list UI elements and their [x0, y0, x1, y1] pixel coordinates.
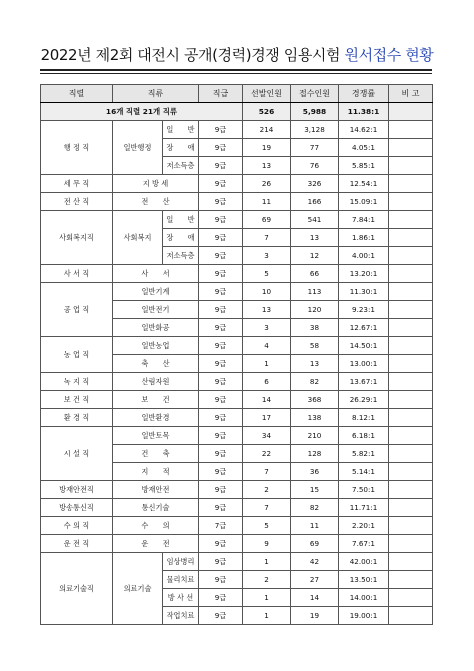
cell-grade: 9급: [199, 445, 243, 463]
cell-jeopsu: 77: [291, 139, 339, 157]
cell-jeopsu: 541: [291, 211, 339, 229]
table-row: [41, 265, 433, 283]
applications-table: [40, 84, 433, 625]
cell-ratio: 19.00:1: [339, 607, 389, 625]
cell-bigo: [389, 157, 433, 175]
header-jikryeol: 직렬: [41, 85, 113, 103]
cell-grade: 9급: [199, 391, 243, 409]
cell-grade: 7급: [199, 517, 243, 535]
table-row: [41, 427, 433, 445]
cell-sub: 일 반: [163, 121, 199, 139]
cell-ratio: 13.00:1: [339, 355, 389, 373]
cell-ratio: 5.82:1: [339, 445, 389, 463]
cell-jeopsu: 36: [291, 463, 339, 481]
cell-seonbal: 34: [243, 427, 291, 445]
header-bigo: 비 고: [389, 85, 433, 103]
cell-seonbal: 5: [243, 265, 291, 283]
cell-bigo: [389, 337, 433, 355]
cell-seonbal: 1: [243, 607, 291, 625]
cell-jikryeol: 방송통신직: [41, 499, 113, 517]
cell-bigo: [389, 589, 433, 607]
cell-seonbal: 1: [243, 589, 291, 607]
cell-jeopsu: 66: [291, 265, 339, 283]
cell-jikryu: 보 건: [113, 391, 199, 409]
cell-sub: 장 애: [163, 139, 199, 157]
cell-sub: 물리치료: [163, 571, 199, 589]
cell-ratio: 5.14:1: [339, 463, 389, 481]
cell-bigo: [389, 427, 433, 445]
cell-ratio: 7.84:1: [339, 211, 389, 229]
cell-ratio: 9.23:1: [339, 301, 389, 319]
cell-jeopsu: 368: [291, 391, 339, 409]
cell-jikryu: 일반화공: [113, 319, 199, 337]
cell-bigo: [389, 499, 433, 517]
cell-seonbal: 3: [243, 247, 291, 265]
cell-grade: 9급: [199, 427, 243, 445]
cell-jikryeol: 행 정 직: [41, 121, 113, 175]
cell-jikryeol: 시 설 직: [41, 427, 113, 481]
cell-bigo: [389, 373, 433, 391]
cell-seonbal: 214: [243, 121, 291, 139]
cell-grade: 9급: [199, 247, 243, 265]
cell-jikryu: 일반환경: [113, 409, 199, 427]
cell-bigo: [389, 463, 433, 481]
cell-jikryeol: 수 의 직: [41, 517, 113, 535]
cell-grade: 9급: [199, 319, 243, 337]
cell-jeopsu: 69: [291, 535, 339, 553]
cell-sub: 저소득층: [163, 247, 199, 265]
cell-ratio: 5.85:1: [339, 157, 389, 175]
cell-seonbal: 26: [243, 175, 291, 193]
cell-jeopsu: 166: [291, 193, 339, 211]
cell-grade: 9급: [199, 211, 243, 229]
cell-bigo: [389, 283, 433, 301]
cell-ratio: 2.20:1: [339, 517, 389, 535]
cell-bigo: [389, 247, 433, 265]
cell-seonbal: 7: [243, 463, 291, 481]
cell-seonbal: 13: [243, 301, 291, 319]
cell-seonbal: 7: [243, 499, 291, 517]
cell-jikryeol: 농 업 직: [41, 337, 113, 373]
cell-jikryeol: 환 경 직: [41, 409, 113, 427]
cell-grade: 9급: [199, 265, 243, 283]
cell-bigo: [389, 445, 433, 463]
title-underline-thin: [40, 73, 432, 74]
cell-jeopsu: 210: [291, 427, 339, 445]
table-body: [41, 103, 433, 625]
table-row: [41, 373, 433, 391]
cell-jikryeol: 사회복지직: [41, 211, 113, 265]
cell-grade: 9급: [199, 571, 243, 589]
cell-grade: 9급: [199, 355, 243, 373]
total-jeopsu: 5,988: [291, 103, 339, 121]
cell-jeopsu: 58: [291, 337, 339, 355]
cell-grade: 9급: [199, 409, 243, 427]
cell-bigo: [389, 517, 433, 535]
cell-bigo: [389, 175, 433, 193]
cell-bigo: [389, 607, 433, 625]
cell-bigo: [389, 481, 433, 499]
cell-grade: 9급: [199, 481, 243, 499]
cell-seonbal: 3: [243, 319, 291, 337]
cell-ratio: 1.86:1: [339, 229, 389, 247]
cell-ratio: 26.29:1: [339, 391, 389, 409]
table-row: [41, 409, 433, 427]
cell-ratio: 15.09:1: [339, 193, 389, 211]
cell-grade: 9급: [199, 301, 243, 319]
cell-sub: 장 애: [163, 229, 199, 247]
cell-ratio: 7.50:1: [339, 481, 389, 499]
cell-seonbal: 7: [243, 229, 291, 247]
cell-ratio: 8.12:1: [339, 409, 389, 427]
cell-grade: 9급: [199, 283, 243, 301]
cell-sub: 방 사 선: [163, 589, 199, 607]
cell-jikryeol: 공 업 직: [41, 283, 113, 337]
cell-bigo: [389, 139, 433, 157]
total-ratio: 11.38:1: [339, 103, 389, 121]
cell-seonbal: 19: [243, 139, 291, 157]
title-highlight: 원서접수 현황: [344, 46, 434, 64]
cell-jikryu: 운 전: [113, 535, 199, 553]
cell-seonbal: 17: [243, 409, 291, 427]
cell-jeopsu: 13: [291, 229, 339, 247]
table-row: [41, 553, 433, 571]
cell-jeopsu: 326: [291, 175, 339, 193]
table-header-row: [41, 85, 433, 103]
cell-jikryu: 일반기계: [113, 283, 199, 301]
cell-grade: 9급: [199, 373, 243, 391]
cell-grade: 9급: [199, 553, 243, 571]
cell-seonbal: 69: [243, 211, 291, 229]
cell-jikryeol: 의료기술직: [41, 553, 113, 625]
cell-seonbal: 10: [243, 283, 291, 301]
cell-ratio: 13.67:1: [339, 373, 389, 391]
cell-ratio: 6.18:1: [339, 427, 389, 445]
cell-jeopsu: 82: [291, 499, 339, 517]
cell-ratio: 14.62:1: [339, 121, 389, 139]
cell-grade: 9급: [199, 589, 243, 607]
table-row: [41, 283, 433, 301]
cell-sub: 임상병리: [163, 553, 199, 571]
cell-jeopsu: 12: [291, 247, 339, 265]
cell-jikryu: 일반토목: [113, 427, 199, 445]
cell-jeopsu: 11: [291, 517, 339, 535]
table-row: [41, 481, 433, 499]
cell-bigo: [389, 319, 433, 337]
cell-bigo: [389, 355, 433, 373]
cell-grade: 9급: [199, 121, 243, 139]
cell-seonbal: 9: [243, 535, 291, 553]
cell-bigo: [389, 409, 433, 427]
cell-jikryu: 사 서: [113, 265, 199, 283]
cell-grade: 9급: [199, 463, 243, 481]
cell-ratio: 42.00:1: [339, 553, 389, 571]
cell-ratio: 14.50:1: [339, 337, 389, 355]
cell-ratio: 11.71:1: [339, 499, 389, 517]
cell-bigo: [389, 571, 433, 589]
cell-jikryeol: 세 무 직: [41, 175, 113, 193]
cell-seonbal: 13: [243, 157, 291, 175]
cell-ratio: 14.00:1: [339, 589, 389, 607]
cell-bigo: [389, 229, 433, 247]
cell-jeopsu: 42: [291, 553, 339, 571]
total-row: [41, 103, 433, 121]
total-seonbal: 526: [243, 103, 291, 121]
cell-seonbal: 4: [243, 337, 291, 355]
cell-seonbal: 1: [243, 553, 291, 571]
cell-jikryeol: 전 산 직: [41, 193, 113, 211]
cell-grade: 9급: [199, 139, 243, 157]
cell-jikryeol: 녹 지 직: [41, 373, 113, 391]
cell-jikryu: 지 적: [113, 463, 199, 481]
cell-jikryu: 일반전기: [113, 301, 199, 319]
cell-ratio: 12.67:1: [339, 319, 389, 337]
cell-jikryeol: 방재안전직: [41, 481, 113, 499]
header-ratio: 경쟁률: [339, 85, 389, 103]
cell-grade: 9급: [199, 193, 243, 211]
cell-bigo: [389, 211, 433, 229]
cell-grade: 9급: [199, 499, 243, 517]
cell-jikryeol: 보 건 직: [41, 391, 113, 409]
cell-jikryu: 방재안전: [113, 481, 199, 499]
cell-jikryu: 수 의: [113, 517, 199, 535]
cell-bigo: [389, 553, 433, 571]
cell-jikryu: 건 축: [113, 445, 199, 463]
cell-seonbal: 11: [243, 193, 291, 211]
cell-bigo: [389, 193, 433, 211]
cell-ratio: 13.50:1: [339, 571, 389, 589]
header-jeopsu: 접수인원: [291, 85, 339, 103]
cell-bigo: [389, 301, 433, 319]
table-row: [41, 175, 433, 193]
cell-seonbal: 2: [243, 481, 291, 499]
cell-sub: 일 반: [163, 211, 199, 229]
cell-jikryu: 산림자원: [113, 373, 199, 391]
cell-seonbal: 14: [243, 391, 291, 409]
table-row: [41, 193, 433, 211]
cell-grade: 9급: [199, 337, 243, 355]
cell-jikryeol: 운 전 직: [41, 535, 113, 553]
cell-jikryu: 의료기술: [113, 553, 163, 625]
cell-jikryu: 사회복지: [113, 211, 163, 265]
cell-bigo: [389, 391, 433, 409]
header-jikryu: 직류: [113, 85, 199, 103]
cell-grade: 9급: [199, 607, 243, 625]
cell-ratio: 4.05:1: [339, 139, 389, 157]
cell-grade: 9급: [199, 535, 243, 553]
cell-jeopsu: 113: [291, 283, 339, 301]
table-row: [41, 211, 433, 229]
cell-jeopsu: 128: [291, 445, 339, 463]
cell-grade: 9급: [199, 229, 243, 247]
cell-jikryu: 전 산: [113, 193, 199, 211]
cell-bigo: [389, 121, 433, 139]
table-row: [41, 517, 433, 535]
cell-jeopsu: 76: [291, 157, 339, 175]
table-row: [41, 391, 433, 409]
cell-jeopsu: 38: [291, 319, 339, 337]
cell-bigo: [389, 535, 433, 553]
table-row: [41, 121, 433, 139]
page-title: [0, 44, 474, 65]
table-row: [41, 535, 433, 553]
cell-jeopsu: 13: [291, 355, 339, 373]
cell-jeopsu: 14: [291, 589, 339, 607]
title-underline: [40, 69, 432, 71]
cell-sub: 저소득층: [163, 157, 199, 175]
cell-grade: 9급: [199, 157, 243, 175]
total-bigo: [389, 103, 433, 121]
cell-jikryu: 일반행정: [113, 121, 163, 175]
cell-jikryu: 지 방 세: [113, 175, 199, 193]
cell-ratio: 11.30:1: [339, 283, 389, 301]
cell-seonbal: 22: [243, 445, 291, 463]
cell-seonbal: 5: [243, 517, 291, 535]
cell-jeopsu: 120: [291, 301, 339, 319]
cell-ratio: 7.67:1: [339, 535, 389, 553]
table-row: [41, 499, 433, 517]
table-row: [41, 337, 433, 355]
cell-seonbal: 6: [243, 373, 291, 391]
cell-seonbal: 1: [243, 355, 291, 373]
cell-grade: 9급: [199, 175, 243, 193]
cell-jeopsu: 82: [291, 373, 339, 391]
cell-jeopsu: 3,128: [291, 121, 339, 139]
cell-jikryu: 통신기술: [113, 499, 199, 517]
cell-jeopsu: 15: [291, 481, 339, 499]
header-seonbal: 선발인원: [243, 85, 291, 103]
cell-jeopsu: 138: [291, 409, 339, 427]
cell-jikryu: 일반농업: [113, 337, 199, 355]
cell-jikryeol: 사 서 직: [41, 265, 113, 283]
total-label: 16개 직렬 21개 직류: [41, 103, 243, 121]
cell-jeopsu: 19: [291, 607, 339, 625]
cell-jeopsu: 27: [291, 571, 339, 589]
cell-ratio: 13.20:1: [339, 265, 389, 283]
cell-ratio: 12.54:1: [339, 175, 389, 193]
cell-jikryu: 축 산: [113, 355, 199, 373]
cell-seonbal: 2: [243, 571, 291, 589]
cell-sub: 작업치료: [163, 607, 199, 625]
header-jikgeup: 직급: [199, 85, 243, 103]
cell-bigo: [389, 265, 433, 283]
cell-ratio: 4.00:1: [339, 247, 389, 265]
title-main: 2022년 제2회 대전시 공개(경력)경쟁 임용시험: [40, 46, 345, 64]
